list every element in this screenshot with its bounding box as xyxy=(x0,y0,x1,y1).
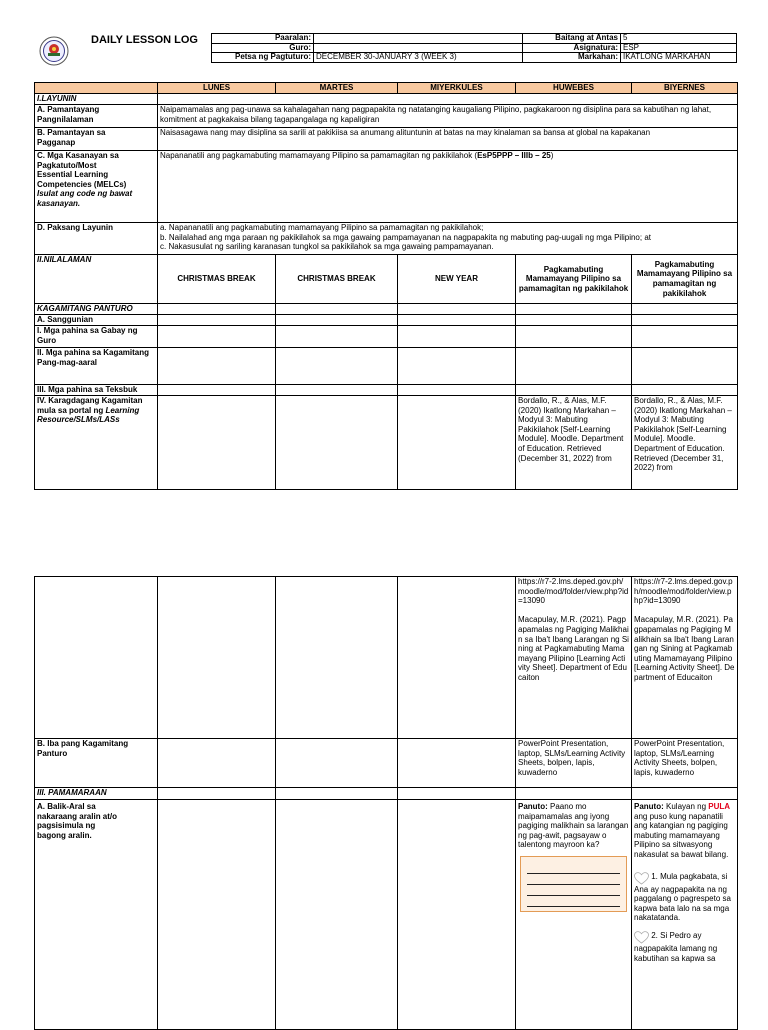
content-cell-tuesday: CHRISTMAS BREAK xyxy=(276,255,398,304)
section-heading-pamamaraan: III. PAMAMARAAN xyxy=(35,788,158,800)
objective-item: a. Napananatili ang pagkamabuting mamamayang Pilipino sa pamamagitan ng pakikilahok; xyxy=(160,223,484,232)
content-cell-monday: CHRISTMAS BREAK xyxy=(158,255,276,304)
karagdagang-label: IV. Karagdagang Kagamitan mula sa portal ng xyxy=(37,396,143,415)
row-label-balik-aral: A. Balik-Aral sa nakaraang aralin at/o pagsisimula ng bagong aralin. xyxy=(35,800,158,1030)
objectives-list xyxy=(158,223,738,255)
school-value xyxy=(314,34,523,44)
friday-instruction xyxy=(634,802,735,860)
other-materials-friday: PowerPoint Presentation, laptop, SLMs/Learning Activity Sheets, bolpen, lapis, kuwaderno xyxy=(632,739,738,788)
review-activity-friday xyxy=(632,800,738,1030)
row-label-gabay-ng-guro: I. Mga pahina sa Gabay ng Guro xyxy=(35,326,158,348)
performance-standard-text: Naisasagawa nang may disiplina sa sarili at pakikiisa sa anumang alituntunin at batas na may kinalaman sa bansa at global na kapakanan xyxy=(158,128,738,151)
school-label: Paaralan: xyxy=(212,34,314,44)
day-header: MIYERKULES xyxy=(398,83,516,94)
row-label-melcs xyxy=(35,151,158,223)
row-label-pamantayan-sa-pagganap: B. Pamantayan sa Pagganap xyxy=(35,128,158,151)
quarter-label: Markahan: xyxy=(523,53,621,63)
red-color-word: PULA xyxy=(708,802,731,811)
row-label-kagamitang-pang-mag-aaral: II. Mga pahina sa Kagamitang Pang-mag-aaral xyxy=(35,348,158,385)
melcs-text xyxy=(158,151,738,223)
content-cell-thursday: Pagkamabuting Mamamayang Pilipino sa pamamagitan ng pakikilahok xyxy=(516,255,632,304)
day-header: LUNES xyxy=(158,83,276,94)
date-label: Petsa ng Pagtuturo: xyxy=(212,53,314,63)
grade-label: Baitang at Antas xyxy=(523,34,621,44)
day-header: MARTES xyxy=(276,83,398,94)
document-title: DAILY LESSON LOG xyxy=(91,34,198,46)
quarter-value: IKATLONG MARKAHAN xyxy=(621,53,737,63)
content-cell-friday: Pagkamabuting Mamamayang Pilipino sa pamamagitan ng pakikilahok xyxy=(632,255,738,304)
row-label-sanggunian: A. Sanggunian xyxy=(35,315,158,326)
objective-item: b. Nailalahad ang mga paraan ng pakikilahok sa mga gawaing pampamayanan na nagpapakita ng mabuting pag-uugali ng mga Pilipino; at xyxy=(160,232,651,242)
row-label-teksbuk: III. Mga pahina sa Teksbuk xyxy=(35,385,158,396)
objective-item: c. Nakasusulat ng sariling karanasan tungkol sa pakikilahok sa mga gawaing pampamayanan. xyxy=(160,242,494,252)
melcs-note: Isulat ang code ng bawat kasanayan. xyxy=(37,189,133,208)
instruction-text: Paano mo maipamamalas ang iyong pagiging malikhain sa larangan ng pag-awit, pagsayaw o talentong mayroon ka? xyxy=(518,802,629,850)
content-cell-wednesday: NEW YEAR xyxy=(398,255,516,304)
section-heading-layunin: I.LAYUNIN xyxy=(35,94,158,105)
instruction-label: Panuto: xyxy=(634,802,664,811)
review-activity-thursday xyxy=(516,800,632,1030)
thursday-instruction xyxy=(518,802,629,850)
subject-value: ESP xyxy=(621,43,737,53)
statement-text: 2. Si Pedro ay nagpapakita lamang ng kabutihan sa kapwa sa xyxy=(634,930,718,963)
list-item xyxy=(634,872,735,923)
section-heading-kagamitang-panturo: KAGAMITANG PANTURO xyxy=(35,304,158,315)
row-label-pamantayang-pangnilalaman: A. Pamantayang Pangnilalaman xyxy=(35,105,158,128)
section-heading-nilalaman: II.NILALAMAN xyxy=(35,255,158,304)
header-info-table xyxy=(211,33,737,63)
date-value: DECEMBER 30-JANUARY 3 (WEEK 3) xyxy=(314,53,523,63)
list-item xyxy=(634,931,735,963)
melcs-code: EsP5PPP – IIIb – 25 xyxy=(477,151,551,160)
instruction-text-cont: ang puso kung napanatili ang katangian ng pagiging mabuting mamamayang Pilipino sa sitwasyong nakasulat sa bawat bilang. xyxy=(634,811,729,859)
melcs-label: C. Mga Kasanayan sa Pagkatuto/Most Essential Learning Competencies (MELCs) xyxy=(37,151,127,189)
heart-icon xyxy=(634,931,649,944)
melcs-close: ) xyxy=(550,151,554,160)
heart-icon xyxy=(634,872,649,885)
answer-lines-box xyxy=(520,856,627,912)
reference-link-thursday: https://r7-2.lms.deped.gov.ph/moodle/mod/folder/view.php?id=13090 Macapulay, M.R. (2021). Pagpapamalas ng Pagiging Malikhain sa Iba't Ibang Larangan ng Sining at Pagkamabuting Mamamayang Pilipino [Learning Activity Sheet]. Department of Educaiton xyxy=(516,577,632,739)
teacher-value xyxy=(314,43,523,53)
school-seal-logo xyxy=(39,36,69,66)
content-standard-text: Naipamamalas ang pag-unawa sa kahalagahan nang pagpapakita ng natatanging kaugaliang Pilipino, pagkakaroon ng disiplina para sa kabutihan ng lahat, komitment at pagkakaisa bilang tagapangalaga ng kapaligiran xyxy=(158,105,738,128)
other-materials-thursday: PowerPoint Presentation, laptop, SLMs/Learning Activity Sheets, bolpen, lapis, kuwaderno xyxy=(516,739,632,788)
row-label-paksang-layunin: D. Paksang Layunin xyxy=(35,223,158,255)
instruction-text: Kulayan ng xyxy=(663,802,709,811)
reference-link-friday: https://r7-2.lms.deped.gov.ph/moodle/mod/folder/view.php?id=13090 Macapulay, M.R. (2021). Pagpapamalas ng Pagiging Malikhain sa Iba't Ibang Larangan ng Sining at Pagkamabuting Mamamayang Pilipino [Learning Activity Sheet]. Department of Educaiton xyxy=(632,577,738,739)
statement-text: 1. Mula pagkabata, si Ana ay nagpapakita na ng paggalang o pagrespeto sa kapwa bata lalo na sa mga nakatatanda. xyxy=(634,871,731,923)
karagdagang-label-italic: Learning Resource/SLMs/LASs xyxy=(37,405,140,425)
row-label-iba-pang-kagamitan: B. Iba pang Kagamitang Panturo xyxy=(35,739,158,788)
day-header: BIYERNES xyxy=(632,83,738,94)
reference-thursday: Bordallo, R., & Alas, M.F. (2020) Ikatlong Markahan – Modyul 3: Mabuting Pakikilahok [Self-Learning Module]. Moodle. Department of Education. Retrieved (December 31, 2022) from xyxy=(516,396,632,490)
day-header-blank xyxy=(35,83,158,94)
row-label-karagdagang-kagamitan xyxy=(35,396,158,490)
day-header: HUWEBES xyxy=(516,83,632,94)
instruction-label: Panuto: xyxy=(518,802,548,811)
subject-label: Asignatura: xyxy=(523,43,621,53)
lesson-log-table-page-2 xyxy=(34,576,738,1030)
melcs-competency: Napananatili ang pagkamabuting mamamayang Pilipino sa pamamagitan ng pakikilahok ( xyxy=(160,151,478,160)
grade-value: 5 xyxy=(621,34,737,44)
reference-friday: Bordallo, R., & Alas, M.F. (2020) Ikatlong Markahan – Modyul 3: Mabuting Pakikilahok [Self-Learning Module]. Moodle. Department of Education. Retrieved (December 31, 2022) from xyxy=(632,396,738,490)
teacher-label: Guro: xyxy=(212,43,314,53)
lesson-log-table-page-1 xyxy=(34,82,738,490)
